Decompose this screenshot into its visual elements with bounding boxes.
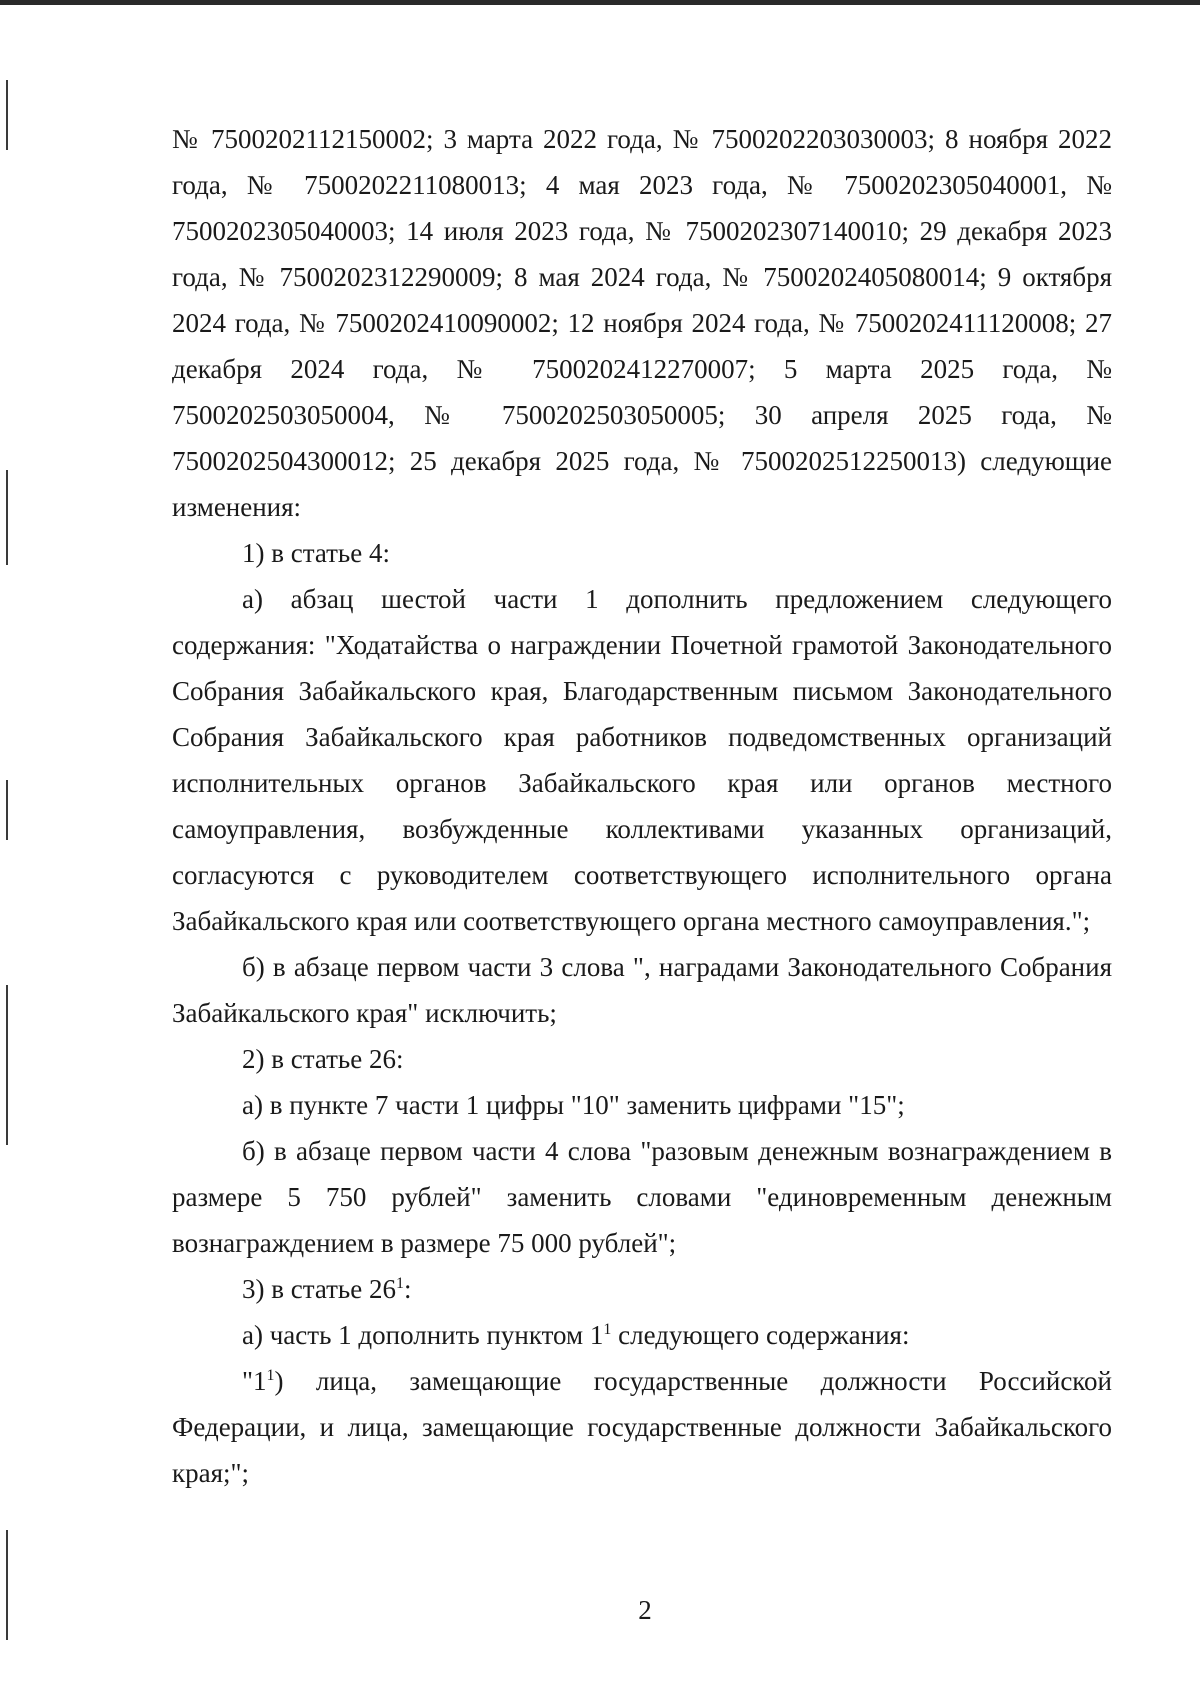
paragraph-point-1-1	[172, 1358, 1112, 1496]
scan-top-edge	[0, 0, 1200, 5]
paragraph-article-26-1-a	[172, 1312, 1112, 1358]
paragraph-text-tail: следующего содержания:	[611, 1320, 910, 1350]
paragraph-article-26-a: а) в пункте 7 части 1 цифры "10" заменить цифрами "15";	[242, 1090, 905, 1120]
paragraph-text: "1	[242, 1366, 267, 1396]
paragraph-text-tail: ) лица, замещающие государственные должности Российской Федерации, и лица, замещающие государственные должности Забайкальского края;";	[172, 1366, 1112, 1488]
paragraph-article-4-b: б) в абзаце первом части 3 слова ", наградами Законодательного Собрания Забайкальского края" исключить;	[172, 952, 1112, 1028]
paragraph-article-4: 1) в статье 4:	[242, 538, 390, 568]
paragraph-text-tail: :	[403, 1274, 412, 1304]
superscript: 1	[603, 1321, 612, 1338]
paragraph-list-of-amendments: № 7500202112150002; 3 марта 2022 года, № 7500202203030003; 8 ноября 2022 года, № 7500202211080013; 4 мая 2023 года, № 7500202305040001, № 7500202305040003; 14 июля 2023 года, № 7500202307140010; 29 декабря 2023 года, № 7500202312290009; 8 мая 2024 года, № 7500202405080014; 9 октября 2024 года, № 7500202410090002; 12 ноября 2024 года, № 7500202411120008; 27 декабря 2024 года, № 7500202412270007; 5 марта 2025 года, № 7500202503050004, № 7500202503050005; 30 апреля 2025 года, № 7500202504300012; 25 декабря 2025 года, № 7500202512250013) следующие изменения:	[172, 124, 1112, 522]
paragraph-text: 3) в статье 26	[242, 1274, 396, 1304]
superscript: 1	[266, 1367, 275, 1384]
scan-margin-mark	[6, 780, 8, 840]
superscript: 1	[395, 1275, 404, 1292]
paragraph-text: а) часть 1 дополнить пунктом 1	[242, 1320, 604, 1350]
paragraph-article-4-a: а) абзац шестой части 1 дополнить предложением следующего содержания: "Ходатайства о награждении Почетной грамотой Законодательного Собрания Забайкальского края, Благодарственным письмом Законодательного Собрания Забайкальского края работников подведомственных организаций исполнительных органов Забайкальского края или органов местного самоуправления, возбужденные коллективами указанных организаций, согласуются с руководителем соответствующего исполнительного органа Забайкальского края или соответствующего органа местного самоуправления.";	[172, 584, 1112, 936]
paragraph-article-26-1	[172, 1266, 1112, 1312]
page-number: 2	[638, 1595, 652, 1625]
document-body	[172, 116, 1112, 1496]
paragraph-article-26: 2) в статье 26:	[242, 1044, 404, 1074]
paragraph-article-26-b: б) в абзаце первом части 4 слова "разовым денежным вознаграждением в размере 5 750 рублей" заменить словами "единовременным денежным вознаграждением в размере 75 000 рублей";	[172, 1136, 1112, 1258]
scan-margin-mark	[6, 80, 8, 150]
scan-margin-mark	[6, 985, 8, 1145]
scan-margin-mark	[6, 470, 8, 565]
